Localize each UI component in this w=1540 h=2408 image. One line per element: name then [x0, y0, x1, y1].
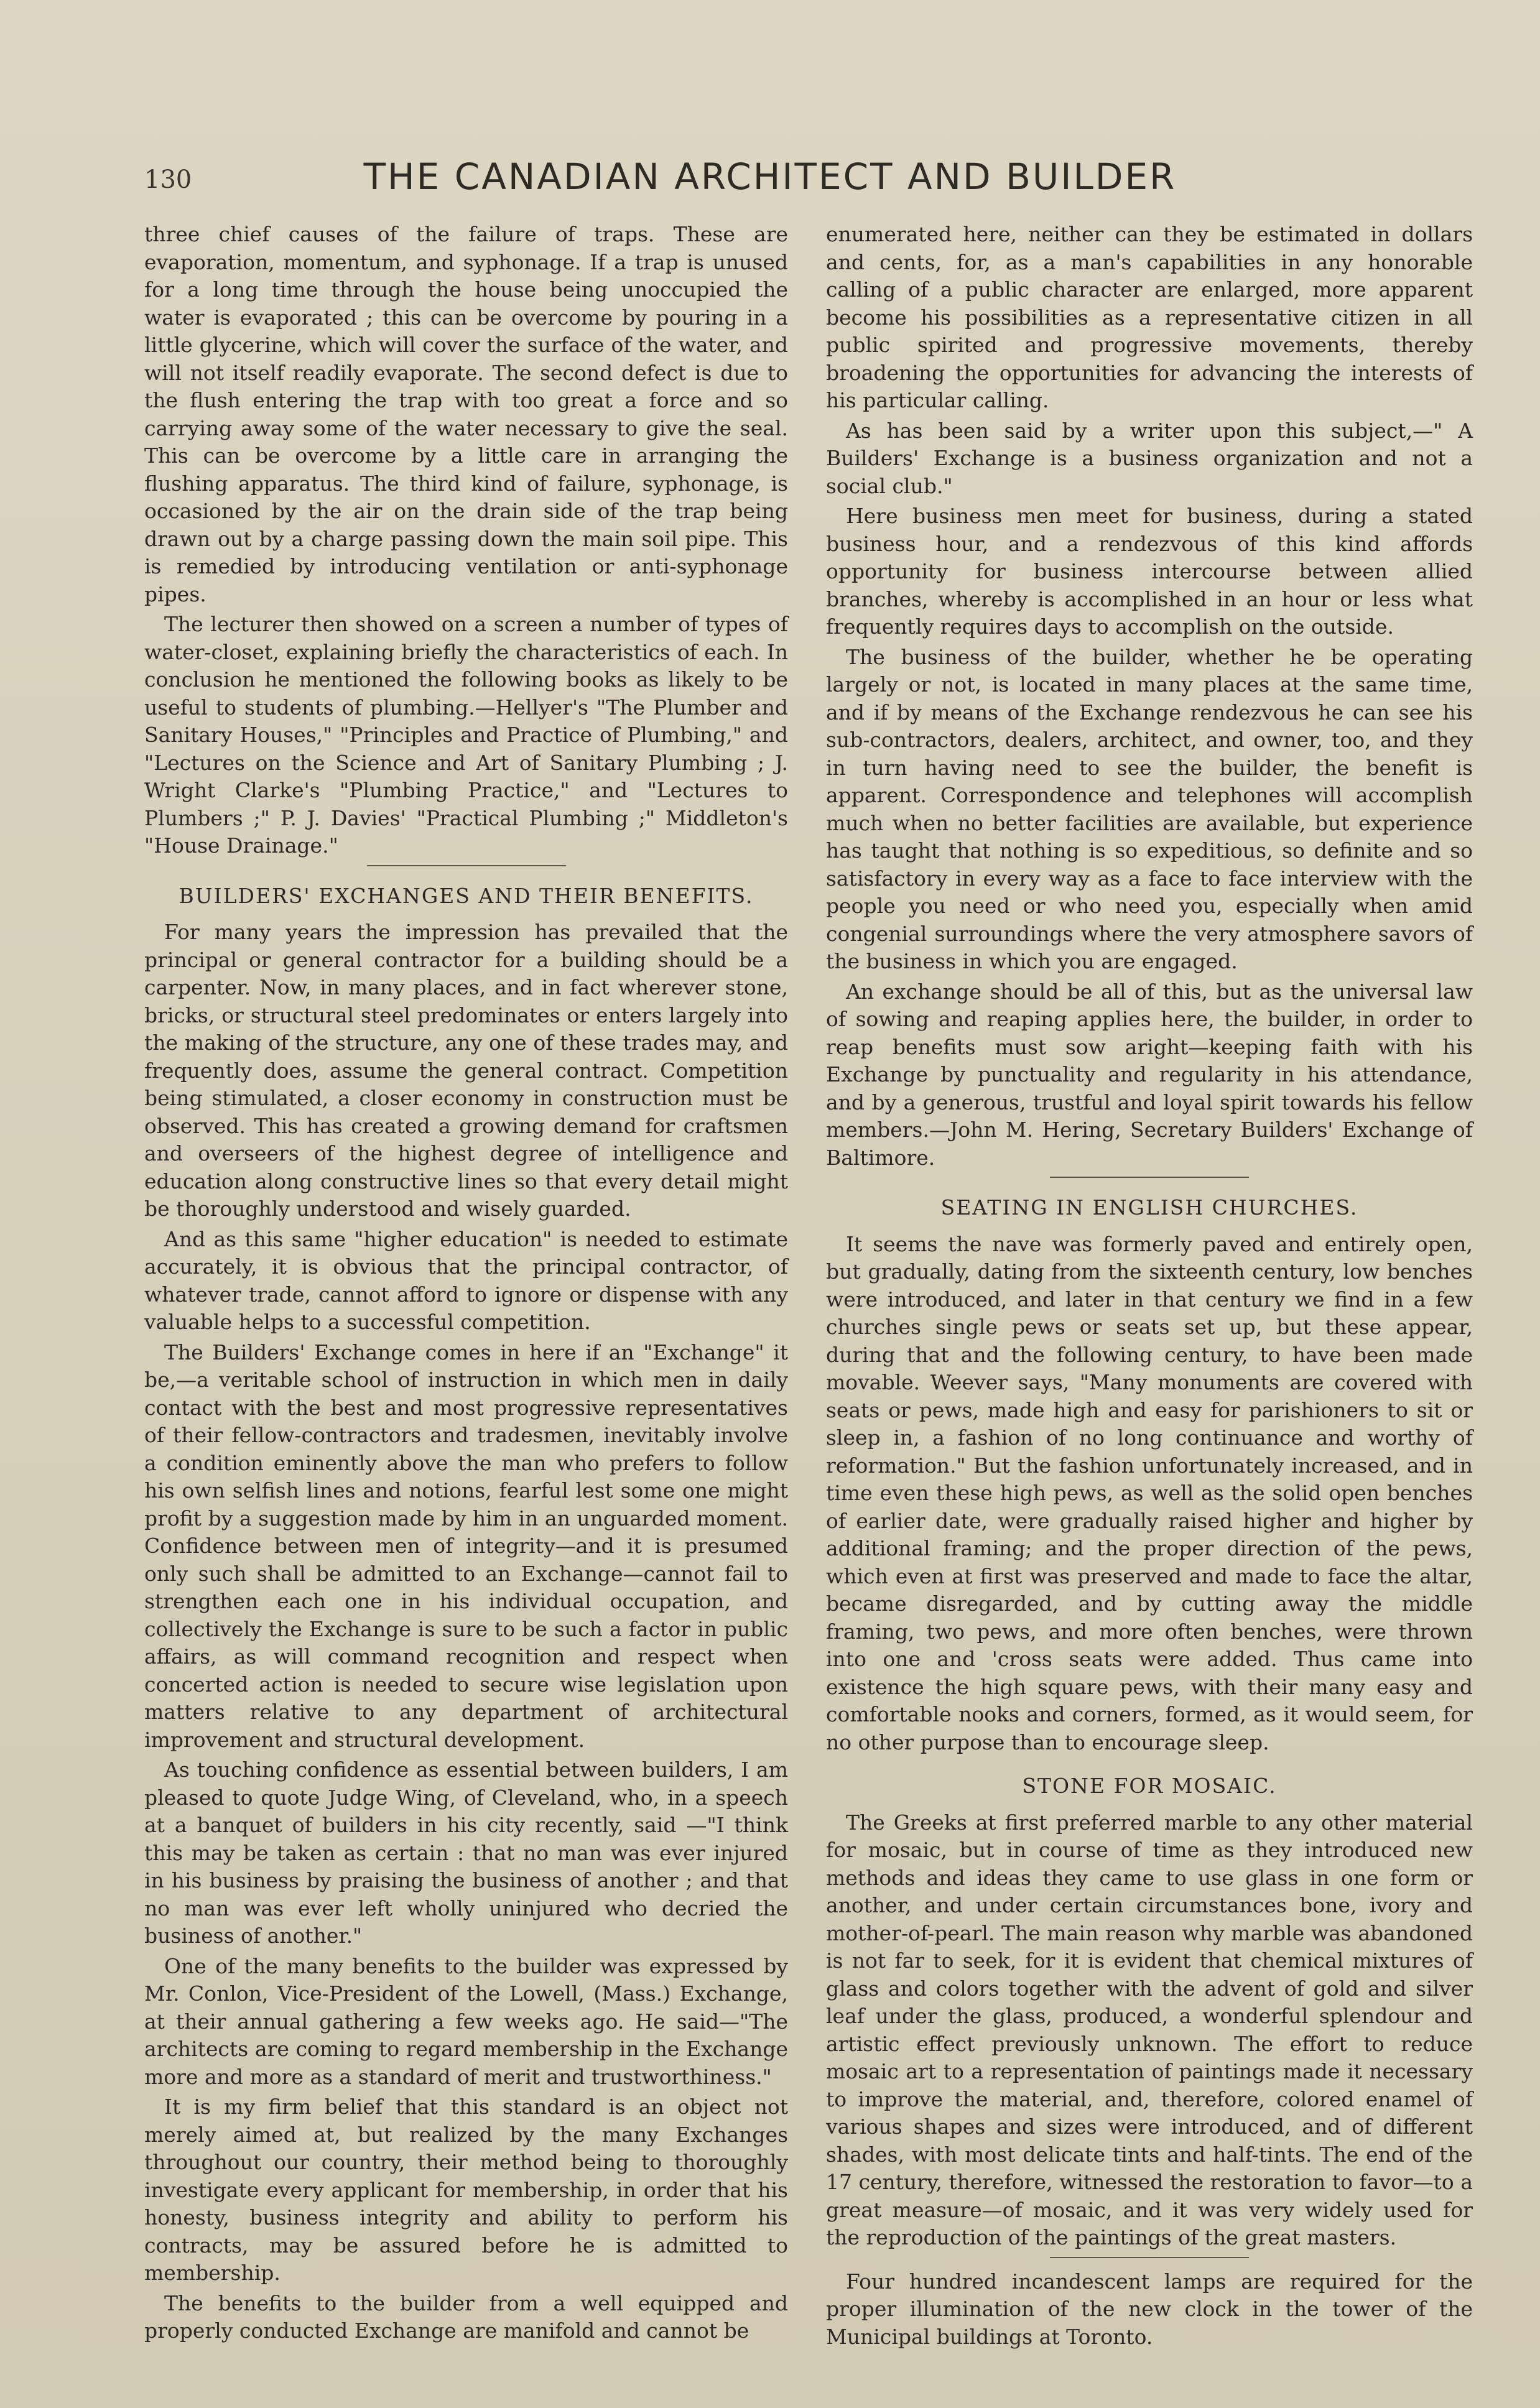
section-divider: [367, 865, 566, 866]
journal-title: THE CANADIAN ARCHITECT AND BUILDER: [363, 155, 1177, 198]
paragraph: It seems the nave was formerly paved and entirely open, but gradually, dating from the sixteenth century, low benches were introduced, and later in that century we find in a few churches single pews or seats set up, but these appear, during that and the following century, to have been made movable. Weever says, "Many monuments are covered with seats or pews, made high and easy for parishioners to sit or sleep in, a fashion of no long continuance and worthy of reformation." But the fashion unfortunately increased, and in time even these high pews, as well as the solid open benches of earlier date, were gradually raised higher and higher by additional framing; and the proper direction of the pews, which even at first was preserved and made to face the altar, became disregarded, and by cutting away the middle framing, two pews, and more often benches, were thrown into one and 'cross seats were added. Thus came into existence the high square pews, with their many easy and comfortable nooks and corners, formed, as it would seem, for no other purpose than to encourage sleep.: [826, 1231, 1473, 1754]
paragraph: As touching confidence as essential between builders, I am pleased to quote Judge Wing, of Cleveland, who, in a speech at a banquet of builders in his city recently, said —"I think this may be taken as certain : that no man was ever injured in his business by praising the business of another ; and that no man was ever left wholly uninjured who decried the business of another.": [144, 1757, 788, 1948]
paragraph: As has been said by a writer upon this subject,—" A Builders' Exchange is a business organization and not a social club.": [826, 418, 1473, 498]
section-divider: [1050, 1177, 1249, 1178]
paragraph: One of the many benefits to the builder was expressed by Mr. Conlon, Vice-President of the Lowell, (Mass.) Exchange, at their annual gathering a few weeks ago. He said—"The architects are coming to regard membership in the Exchange more and more as a standard of merit and trustworthiness.": [144, 1953, 788, 2089]
paragraph: For many years the impression has prevailed that the principal or general contractor for a building should be a carpenter. Now, in many places, and in fact wherever stone, bricks, or structural steel predominates or enters largely into the making of the structure, any one of these trades may, and frequently does, assume the general contract. Competition being stimulated, a closer economy in construction must be observed. This has created a growing demand for craftsmen and overseers of the highest degree of intelligence and education along constructive lines so that every detail might be thoroughly understood and wisely guarded.: [144, 920, 788, 1221]
paragraph: And as this same "higher education" is needed to estimate accurately, it is obvious that the principal contractor, of whatever trade, cannot afford to ignore or dispense with any valuable helps to a successful competition.: [144, 1226, 788, 1334]
paragraph: An exchange should be all of this, but as the universal law of sowing and reaping applies here, the builder, in order to reap benefits must sow aright—keeping faith with his Exchange by punctuality and regularity in his attendance, and by a generous, trustful and loyal spirit towards his fellow members.—John M. Hering, Secretary Builders' Exchange of Baltimore.: [826, 979, 1473, 1170]
paragraph: Here business men meet for business, during a stated business hour, and a rendezvous of this kind affords opportunity for business intercourse between allied branches, whereby is accomplished in an hour or less what frequently requires days to accomplish on the outside.: [826, 504, 1473, 639]
paragraph: The benefits to the builder from a well equipped and properly conducted Exchange are manifold and cannot be: [144, 2290, 788, 2343]
paragraph: The Builders' Exchange comes in here if an "Exchange" it be,—a veritable school of instruction in which men in daily contact with the best and most progressive representatives of their fellow-contractors and tradesmen, inevitably involve a condition eminently above the man who prefers to follow his own selfish lines and notions, fearful lest some one might profit by a suggestion made by him in an unguarded moment. Confidence between men of integrity—and it is presumed only such shall be admitted to an Exchange—cannot fail to strengthen each one in his individual occupation, and collectively the Exchange is sure to be such a factor in public affairs, as will command recognition and respect when concerted action is needed to secure wise legislation upon matters relative to any department of architectural improvement and structural development.: [144, 1340, 788, 1752]
paragraph: The business of the builder, whether he be operating largely or not, is located in many places at the same time, and if by means of the Exchange rendezvous he can see his sub-contractors, dealers, architect, and owner, too, and they in turn having need to see the builder, the benefit is apparent. Correspondence and telephones will accomplish much when no better facilities are available, but experience has taught that nothing is so expeditious, so definite and so satisfactory in every way as a face to face interview with the people you need or who need you, especially when amid congenial surroundings where the very atmosphere savors of the business in which you are engaged.: [826, 644, 1473, 973]
paragraph: The lecturer then showed on a screen a number of types of water-closet, explaining briefly the characteristics of each. In conclusion he mentioned the following books as likely to be useful to students of plumbing.—Hellyer's "The Plumber and Sanitary Houses," "Principles and Practice of Plumbing," and "Lectures on the Science and Art of Sanitary Plumbing ; J. Wright Clarke's "Plumbing Practice," and "Lectures to Plumbers ;" P. J. Davies' "Practical Plumbing ;" Middleton's "House Drainage.": [144, 612, 788, 858]
paragraph: three chief causes of the failure of traps. These are evaporation, momentum, and syphonage. If a trap is unused for a long time through the house being unoccupied the water is evaporated ; this can be overcome by pouring in a little glycerine, which will cover the surface of the water, and will not itself readily evaporate. The second defect is due to the flush entering the trap with too great a force and so carrying away some of the water necessary to give the seal. This can be overcome by a little care in arranging the flushing apparatus. The third kind of failure, syphonage, is occasioned by the air on the drain side of the trap being drawn out by a charge passing down the main soil pipe. This is remedied by introducing ventilation or anti-syphonage pipes.: [144, 222, 788, 606]
section-divider: [1050, 2257, 1249, 2258]
right-column: [826, 221, 1473, 2353]
article-heading: SEATING IN ENGLISH CHURCHES.: [940, 1195, 1358, 1220]
paragraph: The Greeks at first preferred marble to any other material for mosaic, but in course of time as they introduced new methods and ideas they came to use glass in one form or another, and under certain circumstances bone, ivory and mother-of-pearl. The main reason why marble was abandoned is not far to seek, for it is evident that chemical mixtures of glass and colors together with the advent of gold and silver leaf under the glass, produced, a wonderful splendour and artistic effect previously unknown. The effort to reduce mosaic art to a representation of paintings made it necessary to improve the material, and, therefore, colored enamel of various shapes and sizes were introduced, and of different shades, with most delicate tints and half-tints. The end of the 17 century, therefore, witnessed the restoration to favor—to a great measure—of mosaic, and it was very widely used for the reproduction of the paintings of the great masters.: [826, 1810, 1473, 2249]
left-column: [144, 221, 788, 2348]
article-heading: STONE FOR MOSAIC.: [1022, 1774, 1277, 1798]
paragraph: It is my firm belief that this standard is an object not merely aimed at, but realized by the many Exchanges throughout our country, their method being to thoroughly investigate every applicant for membership, in order that his honesty, business integrity and ability to perform his contracts, may be assured before he is admitted to membership.: [144, 2095, 788, 2285]
article-heading: BUILDERS' EXCHANGES AND THEIR BENEFITS.: [179, 883, 754, 908]
paragraph: enumerated here, neither can they be estimated in dollars and cents, for, as a man's capabilities in any honorable calling of a public character are enlarged, more apparent become his possibilities as a representative citizen in all public spirited and progressive movements, thereby broadening the opportunities for advancing the interests of his particular calling.: [826, 222, 1473, 412]
paragraph: Four hundred incandescent lamps are required for the proper illumination of the new clock in the tower of the Municipal buildings at Toronto.: [826, 2269, 1473, 2349]
page-number: 130: [144, 165, 192, 194]
